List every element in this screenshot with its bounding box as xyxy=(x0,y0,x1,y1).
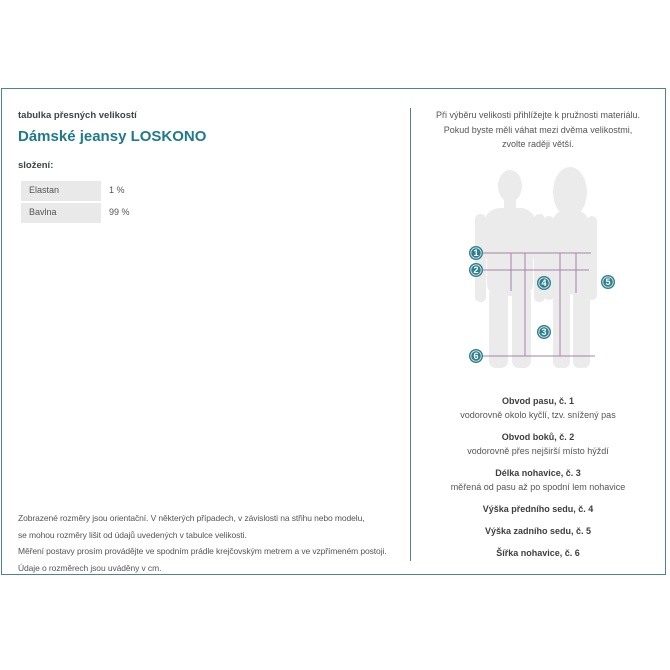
advice-line: zvolte raději větší. xyxy=(501,139,575,149)
list-item xyxy=(411,395,665,421)
svg-text:6: 6 xyxy=(473,351,479,362)
size-table-eyebrow: tabulka přesných velikostí xyxy=(18,110,137,121)
svg-text:3: 3 xyxy=(541,327,547,338)
material-percent-value: 1 % xyxy=(109,185,125,195)
size-chart-panel xyxy=(1,88,666,575)
size-advice-text xyxy=(411,108,665,152)
measurement-name: Obvod pasu, č. 1 xyxy=(501,396,575,406)
measurement-badge-1 xyxy=(469,246,483,260)
measurement-diagram xyxy=(409,158,668,380)
list-item xyxy=(411,431,665,457)
table-row xyxy=(21,203,221,223)
male-figure-silhouette xyxy=(475,170,545,368)
female-figure-silhouette xyxy=(544,167,597,368)
measurement-badge-5 xyxy=(601,275,615,289)
material-name-cell: Bavlna xyxy=(21,203,101,223)
measurement-badge-6 xyxy=(469,349,483,363)
disclaimer-line: Měření postavy prosím provádějte ve spodním prádle krejčovským metrem a ve vzpřímeném postoji. xyxy=(18,546,387,556)
table-row xyxy=(21,181,221,201)
measurement-badge-2 xyxy=(469,263,483,277)
measurement-name: Šířka nohavice, č. 6 xyxy=(496,548,580,558)
svg-text:2: 2 xyxy=(473,265,479,276)
svg-text:1: 1 xyxy=(473,248,479,259)
measurement-badge-4 xyxy=(537,276,551,290)
advice-line: Při výběru velikosti přihlížejte k pružnosti materiálu. xyxy=(435,110,641,120)
disclaimer-line: se mohou rozměry lišit od údajů uvedených v tabulce velikosti. xyxy=(18,529,247,540)
disclaimer-line: Zobrazené rozměry jsou orientační. V některých případech, v závislosti na střihu nebo modelu, xyxy=(18,513,365,523)
measurement-name: Výška předního sedu, č. 4 xyxy=(482,504,594,514)
disclaimer-line: Údaje o rozměrech jsou uváděny v cm. xyxy=(18,562,162,573)
measurement-description: vodorovně okolo kyčlí, tzv. snížený pas xyxy=(460,410,616,420)
measurement-name: Výška zadního sedu, č. 5 xyxy=(484,526,592,536)
measurement-name: Obvod boků, č. 2 xyxy=(501,432,575,442)
material-percent-value: 99 % xyxy=(109,207,130,217)
measurement-name: Délka nohavice, č. 3 xyxy=(495,468,581,478)
svg-text:4: 4 xyxy=(541,278,547,289)
measurement-description: měřená od pasu až po spodní lem nohavice xyxy=(450,482,626,492)
list-item xyxy=(411,467,665,493)
measurement-disclaimer xyxy=(18,510,387,576)
svg-text:5: 5 xyxy=(605,277,611,288)
product-title: Dámské jeansy LOSKONO xyxy=(18,128,207,145)
advice-line: Pokud byste měli váhat mezi dvěma velikostmi, xyxy=(443,124,633,135)
measurement-description: vodorovně přes nejširší místo hýždí xyxy=(467,446,609,456)
material-name-cell: Elastan xyxy=(21,181,101,201)
composition-label: složení: xyxy=(18,160,54,171)
list-item xyxy=(411,547,665,559)
list-item xyxy=(411,503,665,515)
measurement-definitions-list xyxy=(411,389,665,569)
measurement-badge-3 xyxy=(537,325,551,339)
composition-table xyxy=(21,181,221,225)
list-item xyxy=(411,525,665,537)
